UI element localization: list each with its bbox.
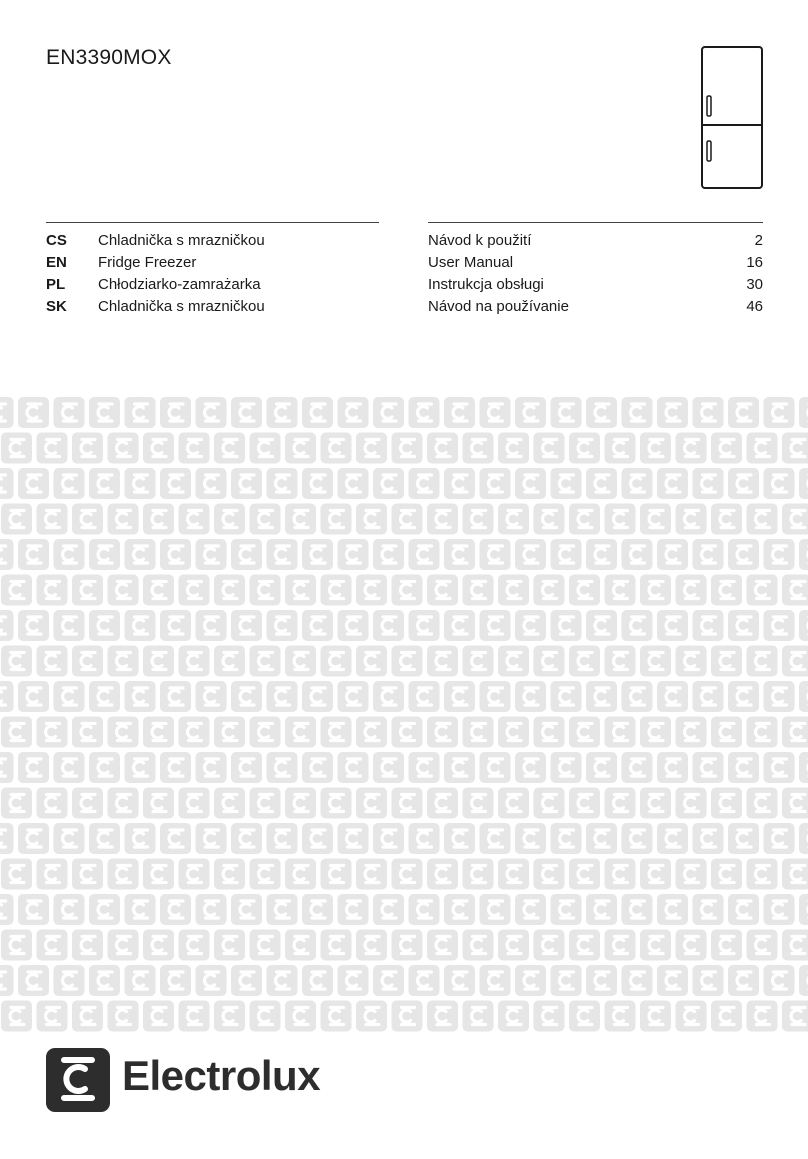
electrolux-pattern (0, 396, 808, 1034)
document-title: Návod na používanie (428, 298, 569, 315)
divider-right (428, 222, 763, 223)
fridge-freezer-icon (701, 46, 763, 189)
document-title: Návod k použití (428, 232, 532, 249)
product-name: Chłodziarko-zamrażarka (98, 276, 261, 293)
page-number: 46 (746, 298, 763, 315)
product-name: Fridge Freezer (98, 254, 197, 271)
page-number: 2 (754, 232, 763, 249)
page-number: 30 (746, 276, 763, 293)
language-row (46, 296, 763, 318)
divider-left (46, 222, 379, 223)
product-name: Chladnička s mrazničkou (98, 298, 265, 315)
language-row (46, 274, 763, 296)
document-title: User Manual (428, 254, 514, 271)
language-row (46, 230, 763, 252)
model-number: EN3390MOX (46, 46, 172, 69)
language-code: CS (46, 232, 67, 249)
language-code: SK (46, 298, 67, 315)
electrolux-pattern-icon (0, 396, 808, 1034)
page-number: 16 (746, 254, 763, 271)
brand-name: Electrolux (122, 1052, 321, 1099)
language-index (46, 230, 763, 318)
document-title: Instrukcja obsługi (428, 276, 544, 293)
language-row (46, 252, 763, 274)
language-code: PL (46, 276, 66, 293)
language-code: EN (46, 254, 67, 271)
product-name: Chladnička s mrazničkou (98, 232, 265, 249)
